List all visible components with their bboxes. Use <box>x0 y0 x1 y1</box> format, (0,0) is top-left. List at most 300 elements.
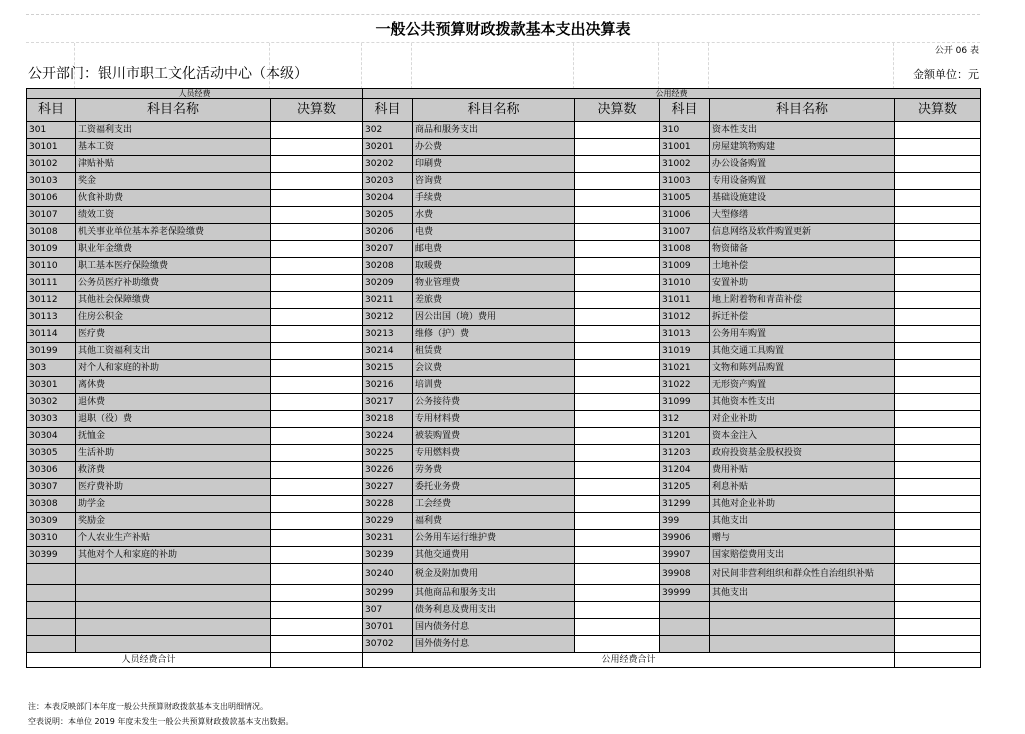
subject-code-cell: 30114 <box>27 326 76 343</box>
subject-name-cell: 抚恤金 <box>76 428 271 445</box>
table-row <box>27 139 981 156</box>
table-row <box>27 275 981 292</box>
footnote-scope: 注：本表反映部门本年度一般公共预算财政拨款基本支出明细情况。 <box>28 702 268 711</box>
amount-cell <box>895 292 981 309</box>
subject-code-cell: 39908 <box>660 564 710 585</box>
subject-code-cell: 30302 <box>27 394 76 411</box>
subject-name-cell <box>76 585 271 602</box>
table-row <box>27 360 981 377</box>
table-row <box>27 394 981 411</box>
subject-name-cell <box>76 564 271 585</box>
col-header-code: 科目 <box>363 99 413 122</box>
subject-name-cell: 公务接待费 <box>413 394 575 411</box>
subject-code-cell <box>660 619 710 636</box>
subject-code-cell: 30224 <box>363 428 413 445</box>
subject-code-cell: 31001 <box>660 139 710 156</box>
amount-cell <box>895 156 981 173</box>
amount-cell <box>575 122 660 139</box>
amount-cell <box>575 428 660 445</box>
subject-code-cell: 39906 <box>660 530 710 547</box>
subject-code-cell: 31299 <box>660 496 710 513</box>
subject-code-cell <box>27 619 76 636</box>
subject-name-cell <box>710 602 895 619</box>
amount-cell <box>575 547 660 564</box>
subject-name-cell: 无形资产购置 <box>710 377 895 394</box>
subject-name-cell: 拆迁补偿 <box>710 309 895 326</box>
subject-name-cell: 差旅费 <box>413 292 575 309</box>
subject-name-cell: 政府投资基金股权投资 <box>710 445 895 462</box>
subject-code-cell: 30240 <box>363 564 413 585</box>
subject-name-cell: 邮电费 <box>413 241 575 258</box>
table-row <box>27 513 981 530</box>
subject-name-cell: 大型修缮 <box>710 207 895 224</box>
subject-code-cell: 30217 <box>363 394 413 411</box>
subject-code-cell: 30110 <box>27 258 76 275</box>
subject-name-cell: 其他工资福利支出 <box>76 343 271 360</box>
amount-cell <box>575 564 660 585</box>
table-row <box>27 326 981 343</box>
amount-cell <box>575 343 660 360</box>
subject-name-cell: 奖励金 <box>76 513 271 530</box>
amount-cell <box>895 479 981 496</box>
amount-cell <box>575 636 660 653</box>
amount-cell <box>895 326 981 343</box>
subject-code-cell <box>660 602 710 619</box>
subject-code-cell: 399 <box>660 513 710 530</box>
amount-cell <box>575 462 660 479</box>
table-row <box>27 122 981 139</box>
table-row <box>27 619 981 636</box>
amount-cell <box>271 326 363 343</box>
subject-code-cell: 30108 <box>27 224 76 241</box>
subject-code-cell: 30299 <box>363 585 413 602</box>
table-row <box>27 585 981 602</box>
subject-code-cell: 30103 <box>27 173 76 190</box>
subject-code-cell: 30228 <box>363 496 413 513</box>
subject-code-cell: 30231 <box>363 530 413 547</box>
amount-cell <box>271 585 363 602</box>
subject-code-cell: 303 <box>27 360 76 377</box>
table-row <box>27 343 981 360</box>
subject-name-cell: 其他交通工具购置 <box>710 343 895 360</box>
subject-name-cell: 租赁费 <box>413 343 575 360</box>
subject-name-cell <box>76 602 271 619</box>
subject-code-cell: 30399 <box>27 547 76 564</box>
amount-cell <box>895 496 981 513</box>
subject-name-cell: 物资储备 <box>710 241 895 258</box>
subject-code-cell: 30239 <box>363 547 413 564</box>
subject-name-cell: 对个人和家庭的补助 <box>76 360 271 377</box>
amount-cell <box>575 190 660 207</box>
subject-name-cell: 维修（护）费 <box>413 326 575 343</box>
table-row <box>27 547 981 564</box>
table-row <box>27 462 981 479</box>
amount-cell <box>271 394 363 411</box>
subject-code-cell: 31012 <box>660 309 710 326</box>
subject-code-cell: 30101 <box>27 139 76 156</box>
subject-name-cell: 培训费 <box>413 377 575 394</box>
amount-cell <box>575 156 660 173</box>
subject-name-cell: 职工基本医疗保险缴费 <box>76 258 271 275</box>
subject-name-cell: 国家赔偿费用支出 <box>710 547 895 564</box>
subject-name-cell: 办公设备购置 <box>710 156 895 173</box>
amount-cell <box>575 377 660 394</box>
amount-cell <box>271 530 363 547</box>
amount-cell <box>271 275 363 292</box>
table-row <box>27 258 981 275</box>
amount-cell <box>271 462 363 479</box>
subject-name-cell: 福利费 <box>413 513 575 530</box>
subject-name-cell <box>710 619 895 636</box>
subject-code-cell: 30107 <box>27 207 76 224</box>
subject-name-cell: 公务用车运行维护费 <box>413 530 575 547</box>
table-row <box>27 309 981 326</box>
subject-name-cell: 基本工资 <box>76 139 271 156</box>
col-header-code: 科目 <box>27 99 76 122</box>
group-header-public: 公用经费 <box>363 89 981 99</box>
amount-cell <box>271 207 363 224</box>
subject-name-cell: 被装购置费 <box>413 428 575 445</box>
subject-code-cell: 30229 <box>363 513 413 530</box>
amount-cell <box>271 428 363 445</box>
footnote-empty-table: 空表说明：本单位 2019 年度未发生一般公共预算财政拨款基本支出数据。 <box>28 717 294 726</box>
col-header-name: 科目名称 <box>413 99 575 122</box>
amount-cell <box>271 479 363 496</box>
subject-code-cell: 30208 <box>363 258 413 275</box>
subject-name-cell: 助学金 <box>76 496 271 513</box>
amount-unit-label: 金额单位：元 <box>913 68 979 81</box>
subject-code-cell: 30111 <box>27 275 76 292</box>
subject-code-cell <box>27 564 76 585</box>
col-header-name: 科目名称 <box>710 99 895 122</box>
subject-code-cell: 31010 <box>660 275 710 292</box>
amount-cell <box>271 547 363 564</box>
subject-name-cell: 奖金 <box>76 173 271 190</box>
subject-code-cell: 30305 <box>27 445 76 462</box>
totals-row <box>27 653 981 668</box>
subject-name-cell: 税金及附加费用 <box>413 564 575 585</box>
subject-code-cell: 30109 <box>27 241 76 258</box>
amount-cell <box>575 139 660 156</box>
subject-code-cell: 310 <box>660 122 710 139</box>
amount-cell <box>575 496 660 513</box>
amount-cell <box>271 224 363 241</box>
subject-code-cell: 30702 <box>363 636 413 653</box>
subject-name-cell: 利息补贴 <box>710 479 895 496</box>
amount-cell <box>895 241 981 258</box>
table-row <box>27 428 981 445</box>
subject-name-cell: 资本性支出 <box>710 122 895 139</box>
table-row <box>27 377 981 394</box>
table-row <box>27 173 981 190</box>
subject-name-cell: 信息网络及软件购置更新 <box>710 224 895 241</box>
subject-code-cell: 31006 <box>660 207 710 224</box>
subject-name-cell: 委托业务费 <box>413 479 575 496</box>
table-row <box>27 496 981 513</box>
subject-code-cell: 30106 <box>27 190 76 207</box>
subject-code-cell: 30206 <box>363 224 413 241</box>
subject-name-cell: 其他对个人和家庭的补助 <box>76 547 271 564</box>
amount-cell <box>895 428 981 445</box>
amount-cell <box>575 619 660 636</box>
subject-code-cell: 30112 <box>27 292 76 309</box>
subject-name-cell: 印刷费 <box>413 156 575 173</box>
subject-name-cell: 其他支出 <box>710 513 895 530</box>
subject-name-cell: 赠与 <box>710 530 895 547</box>
amount-cell <box>895 377 981 394</box>
subject-name-cell: 专用设备购置 <box>710 173 895 190</box>
subject-name-cell: 房屋建筑物购建 <box>710 139 895 156</box>
table-row <box>27 445 981 462</box>
subject-name-cell: 离休费 <box>76 377 271 394</box>
subject-name-cell: 因公出国（境）费用 <box>413 309 575 326</box>
amount-cell <box>895 462 981 479</box>
col-header-amount: 决算数 <box>895 99 981 122</box>
amount-cell <box>271 241 363 258</box>
report-title: 一般公共预算财政拨款基本支出决算表 <box>26 14 980 43</box>
subject-code-cell: 31013 <box>660 326 710 343</box>
amount-cell <box>575 585 660 602</box>
table-row <box>27 156 981 173</box>
col-header-amount: 决算数 <box>575 99 660 122</box>
subject-name-cell: 其他支出 <box>710 585 895 602</box>
table-row <box>27 411 981 428</box>
subject-code-cell: 30113 <box>27 309 76 326</box>
amount-cell <box>895 224 981 241</box>
subject-name-cell: 基础设施建设 <box>710 190 895 207</box>
subject-code-cell <box>27 636 76 653</box>
table-row <box>27 292 981 309</box>
amount-cell <box>575 326 660 343</box>
subject-name-cell: 绩效工资 <box>76 207 271 224</box>
subject-code-cell: 30701 <box>363 619 413 636</box>
subject-name-cell: 公务员医疗补助缴费 <box>76 275 271 292</box>
amount-cell <box>575 224 660 241</box>
amount-cell <box>895 360 981 377</box>
amount-cell <box>575 360 660 377</box>
amount-cell <box>271 377 363 394</box>
subject-code-cell: 30218 <box>363 411 413 428</box>
amount-cell <box>575 207 660 224</box>
subject-name-cell <box>76 636 271 653</box>
subject-name-cell: 商品和服务支出 <box>413 122 575 139</box>
amount-cell <box>575 173 660 190</box>
subject-code-cell: 30307 <box>27 479 76 496</box>
amount-cell <box>575 513 660 530</box>
amount-cell <box>271 619 363 636</box>
subject-name-cell: 退职（役）费 <box>76 411 271 428</box>
table-row <box>27 241 981 258</box>
subject-code-cell: 31019 <box>660 343 710 360</box>
amount-cell <box>895 139 981 156</box>
subject-name-cell: 水费 <box>413 207 575 224</box>
subject-code-cell: 30308 <box>27 496 76 513</box>
subject-name-cell: 国外债务付息 <box>413 636 575 653</box>
group-header-personnel: 人员经费 <box>27 89 363 99</box>
subject-name-cell: 物业管理费 <box>413 275 575 292</box>
amount-cell <box>271 258 363 275</box>
subject-name-cell: 会议费 <box>413 360 575 377</box>
subject-name-cell: 伙食补助费 <box>76 190 271 207</box>
subject-code-cell: 31204 <box>660 462 710 479</box>
subject-name-cell: 机关事业单位基本养老保险缴费 <box>76 224 271 241</box>
subject-name-cell: 劳务费 <box>413 462 575 479</box>
subject-code-cell: 30226 <box>363 462 413 479</box>
subject-code-cell: 301 <box>27 122 76 139</box>
amount-cell <box>895 585 981 602</box>
subject-name-cell: 其他商品和服务支出 <box>413 585 575 602</box>
subject-name-cell: 文物和陈列品购置 <box>710 360 895 377</box>
amount-cell <box>271 139 363 156</box>
amount-cell <box>895 636 981 653</box>
amount-cell <box>895 309 981 326</box>
amount-cell <box>575 258 660 275</box>
subject-name-cell: 取暖费 <box>413 258 575 275</box>
amount-cell <box>271 292 363 309</box>
amount-cell <box>271 122 363 139</box>
subject-code-cell: 31003 <box>660 173 710 190</box>
subject-name-cell: 津贴补贴 <box>76 156 271 173</box>
department-label: 公开部门：银川市职工文化活动中心（本级） <box>28 66 308 82</box>
subject-code-cell: 30205 <box>363 207 413 224</box>
amount-cell <box>575 292 660 309</box>
subject-code-cell: 30306 <box>27 462 76 479</box>
subject-code-cell: 30215 <box>363 360 413 377</box>
amount-cell <box>271 411 363 428</box>
amount-cell <box>895 513 981 530</box>
subject-code-cell: 30203 <box>363 173 413 190</box>
subject-name-cell: 住房公积金 <box>76 309 271 326</box>
subject-name-cell: 专用燃料费 <box>413 445 575 462</box>
subject-name-cell: 资本金注入 <box>710 428 895 445</box>
table-row <box>27 224 981 241</box>
subject-name-cell: 地上附着物和青苗补偿 <box>710 292 895 309</box>
amount-cell <box>895 258 981 275</box>
subject-code-cell: 31002 <box>660 156 710 173</box>
subject-code-cell: 31007 <box>660 224 710 241</box>
subject-code-cell: 307 <box>363 602 413 619</box>
subject-name-cell: 费用补贴 <box>710 462 895 479</box>
subject-code-cell <box>27 585 76 602</box>
amount-cell <box>575 241 660 258</box>
subject-name-cell <box>710 636 895 653</box>
subject-code-cell: 302 <box>363 122 413 139</box>
amount-cell <box>271 173 363 190</box>
subject-code-cell: 31008 <box>660 241 710 258</box>
subject-code-cell: 30102 <box>27 156 76 173</box>
subject-code-cell: 30199 <box>27 343 76 360</box>
subject-name-cell: 对企业补助 <box>710 411 895 428</box>
amount-cell <box>895 445 981 462</box>
amount-cell <box>575 530 660 547</box>
table-row <box>27 207 981 224</box>
subject-code-cell: 30225 <box>363 445 413 462</box>
subject-code-cell: 30204 <box>363 190 413 207</box>
amount-cell <box>271 602 363 619</box>
subject-name-cell: 手续费 <box>413 190 575 207</box>
subject-name-cell: 工资福利支出 <box>76 122 271 139</box>
table-row <box>27 530 981 547</box>
amount-cell <box>575 479 660 496</box>
subject-name-cell: 电费 <box>413 224 575 241</box>
subject-code-cell: 39999 <box>660 585 710 602</box>
amount-cell <box>895 602 981 619</box>
subject-code-cell: 30303 <box>27 411 76 428</box>
amount-cell <box>271 636 363 653</box>
amount-cell <box>271 190 363 207</box>
col-header-amount: 决算数 <box>271 99 363 122</box>
subject-code-cell: 31021 <box>660 360 710 377</box>
table-number: 公开 06 表 <box>934 46 979 56</box>
public-total-amount <box>895 653 981 668</box>
subject-name-cell: 专用材料费 <box>413 411 575 428</box>
footnotes <box>28 699 293 729</box>
amount-cell <box>271 360 363 377</box>
amount-cell <box>271 564 363 585</box>
subject-code-cell: 30201 <box>363 139 413 156</box>
amount-cell <box>895 394 981 411</box>
subject-code-cell: 30211 <box>363 292 413 309</box>
personnel-total-amount <box>271 653 363 668</box>
subject-name-cell: 个人农业生产补贴 <box>76 530 271 547</box>
subject-code-cell: 30212 <box>363 309 413 326</box>
subject-name-cell: 退休费 <box>76 394 271 411</box>
col-header-name: 科目名称 <box>76 99 271 122</box>
subject-name-cell: 医疗费补助 <box>76 479 271 496</box>
subject-name-cell: 咨询费 <box>413 173 575 190</box>
amount-cell <box>895 530 981 547</box>
subject-code-cell: 30202 <box>363 156 413 173</box>
subject-code-cell: 30213 <box>363 326 413 343</box>
amount-cell <box>271 496 363 513</box>
amount-cell <box>575 445 660 462</box>
subject-code-cell: 30209 <box>363 275 413 292</box>
subject-code-cell <box>660 636 710 653</box>
subject-code-cell: 31203 <box>660 445 710 462</box>
subject-code-cell: 31009 <box>660 258 710 275</box>
subject-code-cell <box>27 602 76 619</box>
subject-code-cell: 30310 <box>27 530 76 547</box>
amount-cell <box>895 275 981 292</box>
subject-code-cell: 31011 <box>660 292 710 309</box>
subject-name-cell: 救济费 <box>76 462 271 479</box>
table-row <box>27 190 981 207</box>
subject-code-cell: 39907 <box>660 547 710 564</box>
subject-name-cell: 其他社会保障缴费 <box>76 292 271 309</box>
subject-code-cell: 31005 <box>660 190 710 207</box>
col-header-code: 科目 <box>660 99 710 122</box>
subject-code-cell: 312 <box>660 411 710 428</box>
amount-cell <box>895 411 981 428</box>
subject-code-cell: 30301 <box>27 377 76 394</box>
subject-code-cell: 30214 <box>363 343 413 360</box>
amount-cell <box>895 564 981 585</box>
subject-name-cell: 其他对企业补助 <box>710 496 895 513</box>
subject-name-cell: 土地补偿 <box>710 258 895 275</box>
table-row <box>27 564 981 585</box>
subject-name-cell: 职业年金缴费 <box>76 241 271 258</box>
amount-cell <box>575 309 660 326</box>
subject-code-cell: 30216 <box>363 377 413 394</box>
amount-cell <box>895 190 981 207</box>
table-row <box>27 636 981 653</box>
table-row <box>27 479 981 496</box>
subject-name-cell: 对民间非营利组织和群众性自治组织补贴 <box>710 564 895 585</box>
subject-name-cell: 工会经费 <box>413 496 575 513</box>
subject-name-cell: 医疗费 <box>76 326 271 343</box>
table-row <box>27 602 981 619</box>
subject-code-cell: 30309 <box>27 513 76 530</box>
